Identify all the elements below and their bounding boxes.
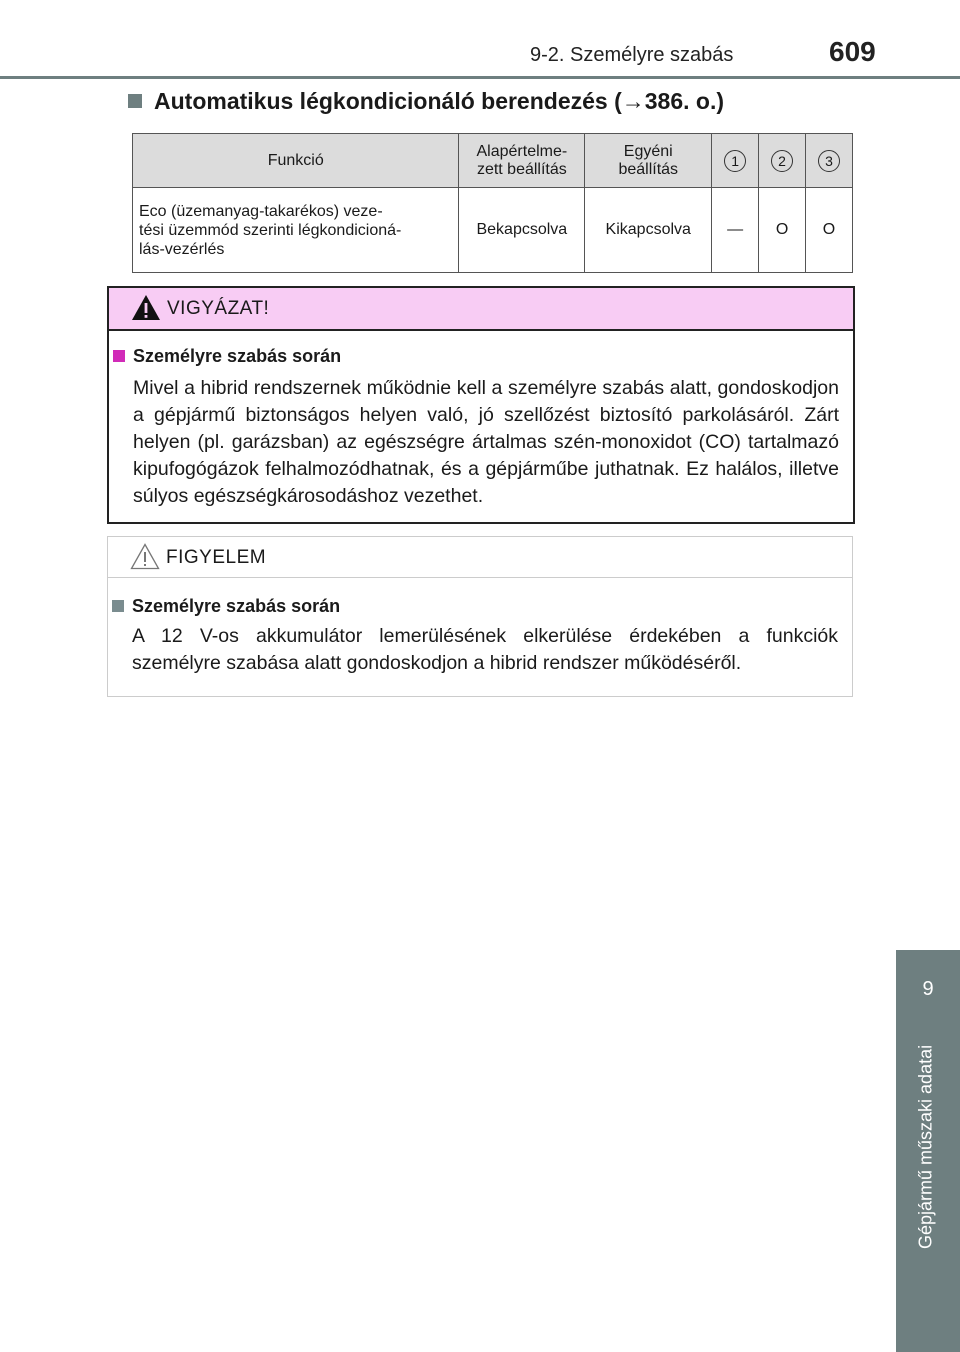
cell-function bbox=[133, 188, 459, 273]
notice-header bbox=[108, 537, 852, 578]
header-custom bbox=[585, 134, 712, 188]
warning-subtitle bbox=[113, 346, 341, 367]
warning-text: Mivel a hibrid rendszernek működnie kell a személyre szabás alatt, gondoskodjon a gépjármű biztonságos helyen való, jó szellőzést biztosító parkolásáról. Zárt helyen (pl. garázsban) az egészségre ártalmas szén-monoxidot (CO) tartalmazó kipufogógázok felhalmozódhatnak, és a gépjárműbe juthatnak. Ez halálos, illetve súlyos egészségkárosodáshoz vezethet. bbox=[133, 377, 839, 507]
notice-subtitle bbox=[112, 596, 340, 617]
header-col-3 bbox=[806, 134, 853, 188]
notice-subtitle-text: Személyre szabás során bbox=[132, 596, 341, 616]
header-col-2 bbox=[759, 134, 806, 188]
circled-1-icon: 1 bbox=[724, 150, 746, 172]
warning-box bbox=[107, 286, 855, 524]
header-custom-text: Egyéni beállítás bbox=[618, 142, 679, 178]
notice-box bbox=[107, 536, 853, 697]
cell-default: Bekapcsolva bbox=[459, 188, 585, 273]
header-divider bbox=[0, 76, 960, 79]
chapter-title: Gépjármű műszaki adatai bbox=[915, 1045, 936, 1250]
warning-header bbox=[109, 288, 853, 331]
notice-title: FIGYELEM bbox=[166, 547, 267, 568]
warning-triangle-icon bbox=[131, 294, 161, 321]
table-header-row bbox=[133, 134, 853, 188]
chapter-number: 9 bbox=[922, 978, 934, 1000]
page-number: 609 bbox=[829, 36, 876, 67]
section-title-text: Automatikus légkondicionáló berendezés (→386. o.) bbox=[154, 88, 725, 114]
header-function bbox=[133, 134, 459, 188]
warning-subtitle-text: Személyre szabás során bbox=[133, 346, 342, 366]
header-default bbox=[459, 134, 585, 188]
warning-title: VIGYÁZAT! bbox=[167, 298, 270, 319]
cell-c3: O bbox=[806, 188, 853, 273]
cell-c2: O bbox=[759, 188, 806, 273]
caution-triangle-icon bbox=[130, 543, 160, 570]
settings-table bbox=[132, 133, 853, 273]
square-bullet-icon bbox=[113, 350, 125, 362]
notice-text: A 12 V-os akkumulátor lemerülésének elkerülése érdekében a funkciók személyre szabása alatt gondoskodjon a hibrid rendszer működéséről. bbox=[132, 625, 838, 674]
cell-c1: — bbox=[712, 188, 759, 273]
header-col-1 bbox=[712, 134, 759, 188]
chapter-tab bbox=[896, 950, 960, 1352]
header-function-text: Funkció bbox=[267, 151, 324, 169]
section-header: 9-2. Személyre szabás bbox=[530, 44, 734, 66]
square-bullet-icon bbox=[112, 600, 124, 612]
cell-function-text: Eco (üzemanyag-takarékos) veze- tési üzemmód szerinti légkondicioná- lás-vezérlés bbox=[139, 202, 402, 258]
header-default-text: Alapértelme- zett beállítás bbox=[476, 142, 568, 178]
cell-custom: Kikapcsolva bbox=[585, 188, 712, 273]
section-title bbox=[128, 88, 724, 115]
circled-3-icon: 3 bbox=[818, 150, 840, 172]
circled-2-icon: 2 bbox=[771, 150, 793, 172]
square-bullet-icon bbox=[128, 94, 142, 108]
table-row bbox=[133, 188, 853, 273]
